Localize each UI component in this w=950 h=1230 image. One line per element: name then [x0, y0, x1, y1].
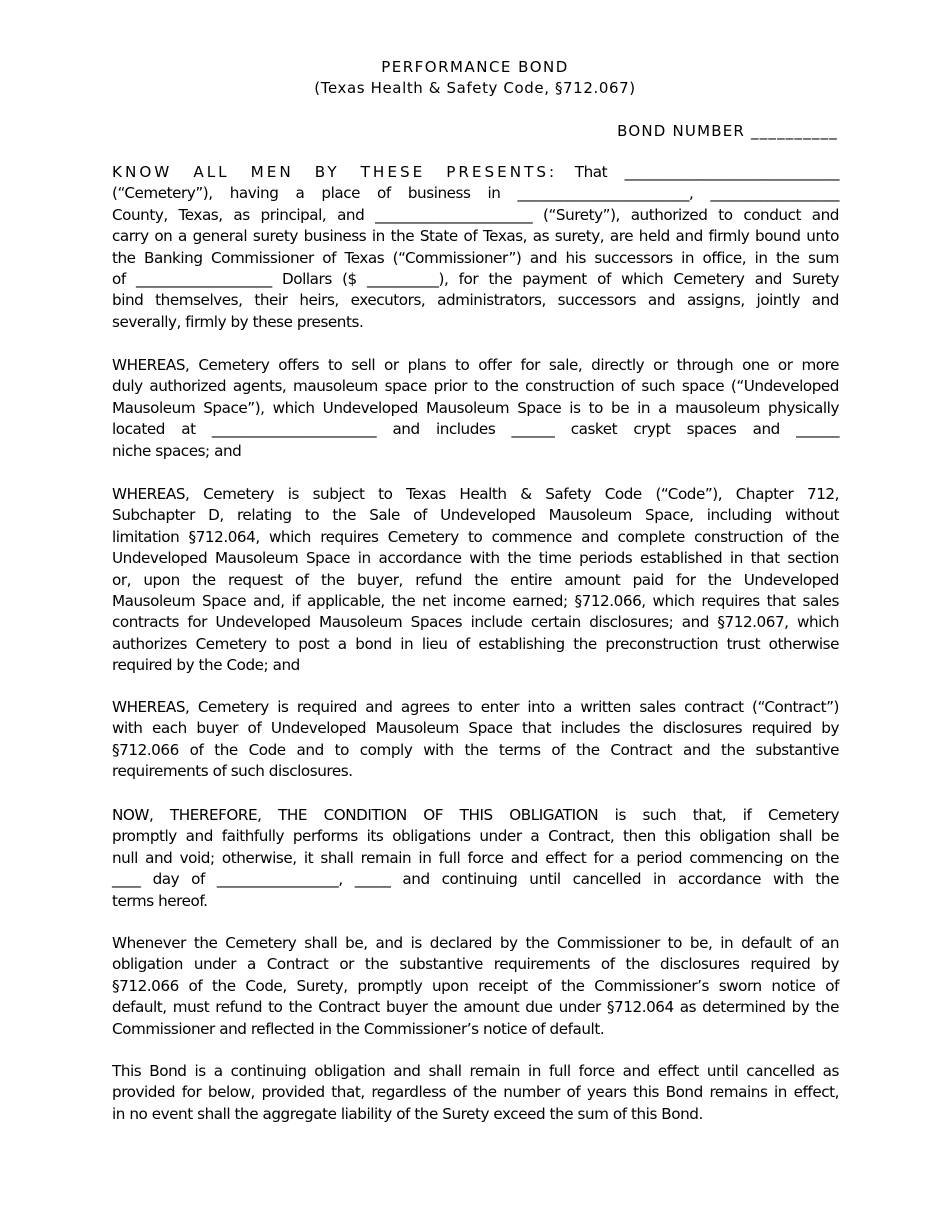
paragraph-line: default, must refund to the Contract buyer the amount due under §712.064 as determined by the	[112, 998, 839, 1017]
paragraph-line: authorizes Cemetery to post a bond in lieu of establishing the preconstruction trust otherwise	[112, 634, 839, 653]
paragraph-line: §712.066 of the Code and to comply with the terms of the Contract and the substantive	[112, 740, 839, 759]
paragraph-line: or, upon the request of the buyer, refund the entire amount paid for the Undeveloped	[112, 570, 839, 589]
paragraph-lead: KNOW ALL MEN BY THESE PRESENTS:	[112, 163, 558, 181]
paragraph-line: ____ day of _________________, _____ and continuing until cancelled in accordance with the	[112, 870, 839, 889]
paragraph-line: Whenever the Cemetery shall be, and is declared by the Commissioner to be, in default of an	[112, 934, 839, 952]
paragraph-line: Commissioner and reflected in the Commissioner’s notice of default.	[112, 1019, 605, 1038]
paragraph-line: contracts for Undeveloped Mausoleum Spaces include certain disclosures; and §712.067, which	[112, 613, 839, 632]
paragraph-line: niche spaces; and	[112, 441, 242, 460]
paragraph-line: the Banking Commissioner of Texas (“Commissioner”) and his successors in office, in the sum	[112, 248, 839, 267]
paragraph-line: severally, firmly by these presents.	[112, 312, 364, 331]
paragraph-line: Undeveloped Mausoleum Space in accordance with the time periods established in that section	[112, 549, 839, 568]
paragraph-whereas-offers	[112, 355, 839, 462]
paragraph-line	[112, 162, 839, 183]
paragraph-line: duly authorized agents, mausoleum space prior to the construction of such space (“Undeveloped	[112, 377, 839, 396]
document-title: PERFORMANCE BOND	[381, 58, 569, 76]
paragraph-line: null and void; otherwise, it shall remain in full force and effect for a period commencing on the	[112, 848, 839, 867]
paragraph-line: County, Texas, as principal, and ______________________ (“Surety”), authorized to conduct and	[112, 205, 839, 224]
paragraph-whereas-required	[112, 697, 839, 783]
paragraph-line: in no event shall the aggregate liability of the Surety exceed the sum of this Bond.	[112, 1104, 703, 1123]
paragraph-whereas-subject	[112, 484, 839, 677]
paragraph-line: obligation under a Contract or the substantive requirements of the disclosures required by	[112, 955, 839, 974]
paragraph-continuing-obligation	[112, 1061, 839, 1125]
bond-number-field: BOND NUMBER __________	[617, 122, 838, 140]
paragraph-line: WHEREAS, Cemetery offers to sell or plans to offer for sale, directly or through one or more	[112, 356, 839, 374]
paragraph-line: requirements of such disclosures.	[112, 762, 353, 781]
paragraph-line: bind themselves, their heirs, executors, administrators, successors and assigns, jointly and	[112, 291, 839, 310]
paragraph-line-text: That ______________________________	[557, 163, 839, 181]
paragraph-line: required by the Code; and	[112, 656, 300, 675]
paragraph-now-therefore	[112, 805, 839, 912]
paragraph-know-all-men	[112, 162, 839, 333]
paragraph-line: provided for below, provided that, regardless of the number of years this Bond remains in effect,	[112, 1083, 839, 1102]
paragraph-line: Mausoleum Space”), which Undeveloped Mausoleum Space is to be in a mausoleum physically	[112, 398, 839, 417]
paragraph-line: of ___________________ Dollars ($ __________), for the payment of which Cemetery and Surety	[112, 270, 839, 289]
paragraph-line: WHEREAS, Cemetery is required and agrees to enter into a written sales contract (“Contract”)	[112, 698, 839, 716]
paragraph-line: located at _______________________ and includes ______ casket crypt spaces and ______	[112, 420, 839, 439]
paragraph-line: limitation §712.064, which requires Cemetery to commence and complete construction of the	[112, 527, 839, 546]
document-subtitle: (Texas Health & Safety Code, §712.067)	[314, 79, 636, 97]
paragraph-line: terms hereof.	[112, 891, 208, 910]
paragraph-line: This Bond is a continuing obligation and shall remain in full force and effect until cancelled as	[112, 1062, 839, 1080]
paragraph-line: with each buyer of Undeveloped Mausoleum Space that includes the disclosures required by	[112, 719, 839, 738]
paragraph-line: promptly and faithfully performs its obligations under a Contract, then this obligation shall be	[112, 827, 839, 846]
paragraph-line: Mausoleum Space and, if applicable, the net income earned; §712.066, which requires that sales	[112, 592, 839, 611]
paragraph-line: WHEREAS, Cemetery is subject to Texas Health & Safety Code (“Code”), Chapter 712,	[112, 485, 839, 503]
paragraph-line: §712.066 of the Code, Surety, promptly upon receipt of the Commissioner’s sworn notice of	[112, 976, 839, 995]
paragraph-line: Subchapter D, relating to the Sale of Undeveloped Mausoleum Space, including without	[112, 506, 839, 525]
paragraph-line: NOW, THEREFORE, THE CONDITION OF THIS OBLIGATION is such that, if Cemetery	[112, 806, 839, 824]
paragraph-line: carry on a general surety business in the State of Texas, as surety, are held and firmly bound unto	[112, 227, 839, 246]
paragraph-line: (“Cemetery”), having a place of business in ________________________, __________________	[112, 184, 839, 203]
paragraph-default	[112, 933, 839, 1040]
